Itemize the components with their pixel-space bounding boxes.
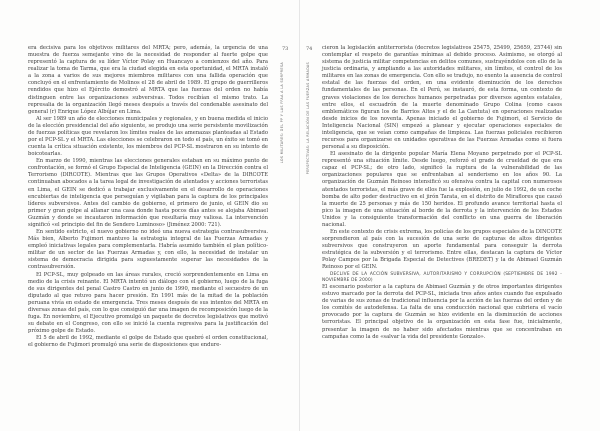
paragraph: El escenario posterior a la captura de Abimael Guzmán y de otros importantes dirigentes estuvo marcado por la derrota del PCP-SL, iniciada tres años antes cuando fue expulsado de varias de sus zonas de tradicional influencia por la acción de las fuerzas del orden y de los comités de autodefensa. La falta de una conducción nacional que cubriera el vacío provocado por la captura de Guzmán se hizo evidente en la disminución de acciones terroristas. El principal objetivo de la organización en esta fase fue, inicialmente, presentar la imagen de no haber sido afectados mientras que se concentraban en campañas como la de «salvar la vida del presidente Gonzalo». xyxy=(322,284,562,340)
paragraph: era decisiva para los objetivos militares del MRTA; pero, además, la urgencia de una muestra de fuerza semejante vino de la necesidad de responder al fuerte golpe que representó la captura de su líder Víctor Polay en Huancayo a comienzos del año. Para realizar la toma de Tarma, que era la ciudad elegida en esta oportunidad, el MRTA instaló a la zona a varios de sus mejores miembros militares con una fallida operación que concluyó en el enfrentamiento de Molinos el 28 de abril de 1989. El grupo de guerrilleros rendidos que hizo el Ejército demostró al MRTA que las fuerzas del orden no había distinguen entre las organizaciones subversivas. Todos recibían el mismo trato. La represalia de la organización llegó meses después a través del condenable asesinato del general (r) Enrique López Albújar en Lima. xyxy=(28,45,268,115)
paragraph: El 5 de abril de 1992, mediante el golpe de Estado que quebró el orden constitucional, el gobierno de Fujimori promulgó una serie de disposiciones que endure- xyxy=(28,335,268,349)
paragraph: En este contexto de crisis extrema, los policías de los grupos especiales de la DINCOTE sorprendieron al país con la sucesión de una serie de capturas de altos dirigentes subversivos que construyeron un aporte fundamental para conseguir la derrota estratégica de la subversión y el terrorismo. Entre ellas, destacan la captura de Víctor Polay Campos por la Brigada Especial de Detectives (BREDET) y la de Abimael Guzmán Reinoso por el GEIN. xyxy=(322,229,562,271)
paragraph: En sentido estricto, el nuevo gobierno no ideó una nueva estrategia contrasubversiva. Más bien, Alberto Fujimori mantuvo la estrategia integral de las Fuerzas Armadas y empleó iniciativas legales para complementarla. Habría asumido también el plan político-militar de un sector de las Fuerzas Armadas y, con ello, la necesidad de instalar un sistema de democracia dirigida para supuestamente superar las necesidades de la contrasubversión. xyxy=(28,229,268,271)
running-head: PERSPECTIVAS: LA RELACIÓN DE LAS FUERZAS ARMADAS xyxy=(306,62,310,175)
section-heading: DECLIVE DE LA ACCIÓN SUBVERSIVA, AUTORITARISMO Y CORRUPCIÓN (SEPTIEMBRE DE 1992 - NOVIEMBRE DE 2000) xyxy=(322,271,562,283)
paragraph: Al ser 1989 un año de elecciones municipales y regionales, y en buena medida el inicio de la elección presidencial del año siguiente, se produjo una serie persistente movilización de fuerzas políticas que revelaron los límites reales de las amenazas planteadas al Estado por el PCP-SL y el MRTA. Las elecciones se celebraron en todo el país, un éxito se tomó en cuenta la crítica situación existente, los miembros del PCP-SL mostraron en su intento de boicotearlas. xyxy=(28,115,268,158)
body-text xyxy=(322,45,562,341)
paragraph: En marzo de 1990, mientras las elecciones generales estaban en su máximo punto de confrontación, se formó el Grupo Especial de Inteligencia (GEIN) en la Dirección contra el Terrorismo (DIRCOTE). Mientras que las Grupos Operativos «Delta» de la DIRCOTE continuaban abocados a la tarea legal de investigación de atentados y acciones terroristas en Lima, el GEIN se dedicó a trabajar exclusivamente en el desarrollo de operaciones encubiertas de inteligencia que perseguían y vigilaban para la captura de los principales líderes subversivos. Antes del cambio de gobierno, el primero de junio, el GEIN dio su primer y gran golpe al allanar una casa donde hasta pocos días antes se alojaba Abimael Guzmán y donde se incautaron información que resultaría muy valiosa. La intervención significó «el principio del fin de Sendero Luminoso» (Jiménez 2000: 721). xyxy=(28,158,268,228)
right-page xyxy=(300,0,600,431)
page-number: 73 xyxy=(282,46,289,52)
page-number: 74 xyxy=(306,46,313,52)
paragraph: El PCP-SL, muy golpeado en las áreas rurales, creció sorprendentemente en Lima en medio de la crisis reinante. El MRTA intentó un diálogo con el gobierno, luego de la fuga de sus dirigentes del penal Castro Castro en junio de 1990, mediante el secuestro de un diputado al que retuvo para hacer presión. En 1991 más de la mitad de la población peruana vivía en estado de emergencia. Tres meses después de sus intentos del MRTA en diversas zonas del país, con lo que consiguió dar una imagen de recomposición luego de la fuga. En noviembre, el Ejecutivo promulgó un paquete de decretos legislativos que motivó su debate en el Congreso, con ello se inició la cuenta regresiva para la justificación del próximo golpe de Estado. xyxy=(28,271,268,335)
body-text xyxy=(28,45,268,349)
paragraph: El asesinato de la dirigente popular María Elena Moyano perpetrado por el PCP-SL representó una situación límite. Desde luego, reforzó el grado de crueldad de que era capaz el PCP-SL; de otro lado, significó la ruptura de la vulnerabilidad de las organizaciones populares que se enfrentaban al senderismo en los años 90. La organización de Guzmán Reinoso intensificó su ofensiva contra la capital con numerosos atentados terroristas, el más grave de ellos fue la explosión, en julio de 1992, de un coche bomba de alto poder destructivo en el jirón Tarata, en el distrito de Miraflores que causó la muerte de 25 personas y más de 150 heridos. El profundo avance territorial hasta el pico la imagen de una situación al borde de la derrota y la intervención de los Estados Unidos y la consiguiente transformación del conflicto en una guerra de liberación nacional. xyxy=(322,151,562,228)
paragraph: cieron la legislación antiterrorista (decretos legislativos 25475, 25499, 25659, 25744) sin contemplar el respeto de garantías mínimas al debido proceso. Asimismo, se otorgó al sistema de justicia militar competencias en delitos comunes, sustrayéndolos con ello de la justicia ordinaria, y ampliando a las autoridades militares, sin límites, el control de los militares en las zonas de emergencia. Con ello se tradujo, no exento la ausencia de control estatal de las fuerzas del orden, en una evidente disminución de los derechos fundamentales de las personas. En el Perú, se instauró, de esta forma, un contexto de graves violaciones de los derechos humanos perpetradas por diversos agentes estatales, entre ellos, el escuadrón de la muerte denominado Grupo Colina (como casos emblemáticos figuran los de Barrios Altos y el de La Cantuta) en operaciones realizadas desde inicios de los noventa. Apenas iniciado el gobierno de Fujimori, el Servicio de Inteligencia Nacional (SIN) empezó a planear y ejecutar operaciones especiales de inteligencia, que se veían como campañas de limpieza. Las fuerzas policiales recibieron recursos para organizarse en unidades operativas de las Fuerzas Armadas como si fuera personal a su disposición. xyxy=(322,45,562,151)
running-head: LOS MILITARES: DEL PP Y LAS FFAA A LA SORPRESA xyxy=(280,62,284,164)
